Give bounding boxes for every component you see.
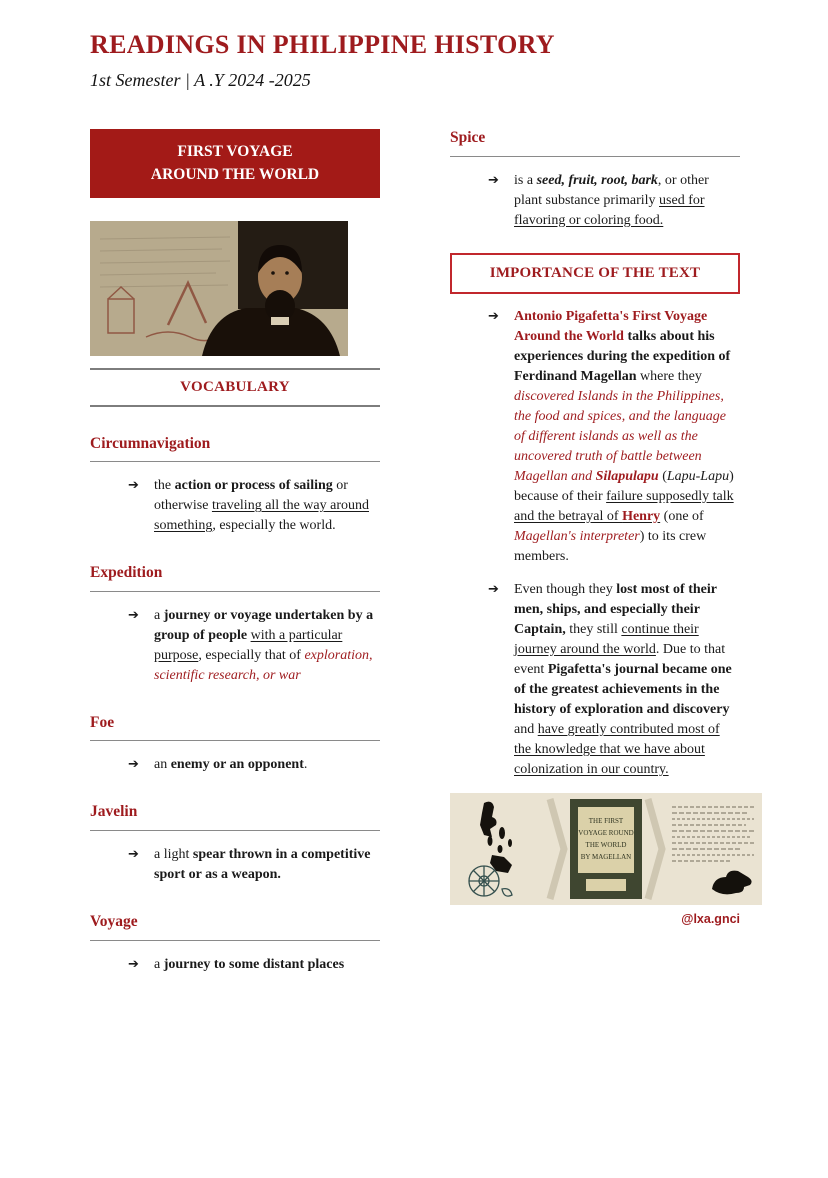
- importance-bullet: [450, 580, 740, 780]
- arrow-bullet-icon: ➔: [488, 308, 499, 324]
- definition-text: is a seed, fruit, root, bark, or other plant substance primarily used for flavoring or coloring food.: [514, 172, 709, 228]
- term-label: Javelin: [90, 803, 138, 821]
- definition-bullet: [90, 755, 380, 775]
- left-column: [90, 129, 380, 975]
- importance-bullet-list: [450, 307, 740, 780]
- term-rule: [90, 830, 380, 831]
- vocab-entry-foe: [90, 714, 380, 776]
- term-rule: [90, 740, 380, 741]
- topic-banner: [90, 129, 380, 198]
- book-title-line: THE WORLD: [585, 841, 627, 849]
- term-label: Expedition: [90, 564, 163, 582]
- arrow-bullet-icon: ➔: [128, 757, 139, 773]
- arrow-bullet-icon: ➔: [128, 956, 139, 972]
- definition-bullet: [90, 606, 380, 686]
- vocab-entry-circumnavigation: [90, 435, 380, 537]
- topic-banner-line1: FIRST VOYAGE: [177, 143, 293, 160]
- definition-text: an enemy or an opponent.: [154, 757, 308, 773]
- voyage-collage-image: [450, 793, 762, 905]
- vocab-entry-javelin: [90, 803, 380, 885]
- vocab-entry-voyage: [90, 913, 380, 975]
- book-cover: [570, 799, 642, 899]
- term-rule: [90, 461, 380, 462]
- right-column: [450, 129, 740, 975]
- importance-heading-box: IMPORTANCE OF THE TEXT: [450, 253, 740, 294]
- importance-text: Even though they lost most of their men, ships, and especially their Captain, they still continue their journey around the world. Due to that event Pigafetta's journal became one of the greatest achievements in the history of exploration and discovery and have greatly contributed most of the knowledge that we have about colonization in our country.: [514, 581, 732, 777]
- definition-bullet: [90, 476, 380, 536]
- book-title-line: BY MAGELLAN: [580, 853, 632, 861]
- definition-bullet: [90, 955, 380, 975]
- importance-bullet: [450, 307, 740, 567]
- vocabulary-heading: VOCABULARY: [90, 368, 380, 407]
- arrow-bullet-icon: ➔: [488, 581, 499, 597]
- importance-text: Antonio Pigafetta's First Voyage Around the World talks about his experiences during the expedition of Ferdinand Magellan where they discovered Islands in the Philippines, the food and spices, and the language of different islands as well as the uncovered truth of battle between Magellan and Silapulapu (Lapu-Lapu) because of their failure supposedly talk and the betrayal of Henry (one of Magellan's interpreter) to its crew members.: [514, 308, 734, 564]
- arrow-bullet-icon: ➔: [128, 478, 139, 494]
- content-columns: [90, 129, 740, 975]
- pigafetta-portrait-image: [90, 221, 380, 356]
- term-label: Foe: [90, 713, 115, 731]
- book-title-line: THE FIRST: [588, 817, 624, 825]
- arrow-bullet-icon: ➔: [128, 607, 139, 623]
- book-title-line: VOYAGE ROUND: [578, 829, 634, 837]
- term-label: Circumnavigation: [90, 434, 211, 452]
- page-subtitle: 1st Semester | A .Y 2024 -2025: [90, 70, 311, 90]
- arrow-bullet-icon: ➔: [128, 847, 139, 862]
- term-rule: [90, 940, 380, 941]
- term-rule: [450, 156, 740, 157]
- arrow-bullet-icon: ➔: [488, 172, 499, 188]
- page-title: READINGS IN PHILIPPINE HISTORY: [90, 30, 555, 59]
- credit-handle: @lxa.gnci: [681, 912, 740, 926]
- topic-banner-line2: AROUND THE WORLD: [150, 166, 320, 184]
- term-rule: [90, 591, 380, 592]
- definition-text: a journey or voyage undertaken by a group of people with a particular purpose, especially that of exploration, scientific research, or war: [154, 607, 374, 683]
- vocab-entry-expedition: [90, 564, 380, 686]
- definition-text: a light spear thrown in a competitive sport or as a weapon.: [154, 847, 371, 883]
- definition-text: a journey to some distant places: [154, 956, 345, 972]
- definition-bullet: [90, 845, 380, 885]
- definition-text: the action or process of sailing or otherwise traveling all the way around something, especially the world.: [154, 478, 369, 534]
- definition-bullet: [450, 171, 740, 231]
- term-label: Spice: [450, 129, 486, 146]
- vocab-entry-spice: [450, 129, 740, 231]
- term-label: Voyage: [90, 913, 138, 931]
